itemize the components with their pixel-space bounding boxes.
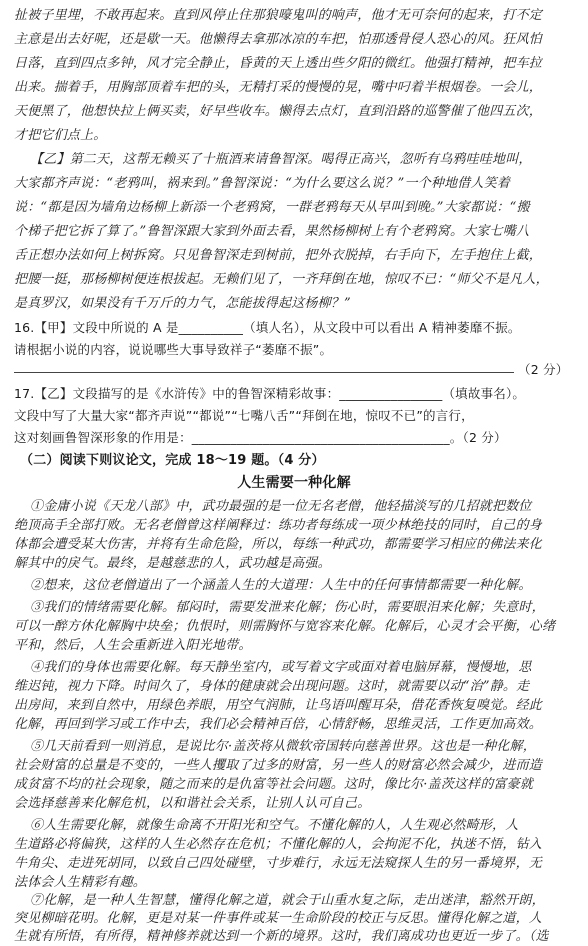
essay-line: 绝顶高手全部打败。无名老僧曾这样阐释过：练功者每练成一项少林绝技的同时，自己的身 — [14, 518, 543, 533]
passage-a-line: 扯被子里埋，不敢再起来。直到风停止住那狼嚎鬼叫的响声，他才无可奈何的起来，打不定 — [14, 8, 543, 23]
essay-line: 法体会人生精彩有趣。 — [14, 875, 147, 890]
essay-line: ②想来，这位老僧道出了一个涵盖人生的大道理：人生中的任何事情都需要一种化解。 — [30, 578, 532, 593]
essay-line: 会选择慈善来化解危机，以和谐社会关系，让别人认可自己。 — [14, 796, 371, 811]
answer-line — [14, 372, 514, 373]
passage-a-line: 日落，直到四点多钟，风才完全静止，昏黄的天上透出些夕阳的微红。他强打精神，把车拉 — [14, 56, 543, 71]
question-17-line: 文段中写了大量大家“都齐声说”“都说”“七嘴八舌”“拜倒在地，惊叹不已”的言行， — [14, 408, 474, 423]
essay-line: ④我们的身体也需要化解。每天静坐室内，或写着文字或面对着电脑屏幕，慢慢地，思 — [30, 660, 532, 675]
essay-line: 解其中的戾气。最终，是越慈悲的人，武功越是高强。 — [14, 556, 331, 571]
essay-line: 牛角尖、走进死胡同，以致自己四处碰壁，寸步难行，永远无法窥探人生的另一番境界，无 — [14, 856, 543, 871]
essay-line: 出房间，来到自然中，用绿色养眼，用空气润肺，让鸟语叫醒耳朵，借花香恢复嗅觉。经此 — [14, 698, 543, 713]
passage-b-line: 个梯子把它拆了算了。”鲁智深跟大家到外面去看，果然杨柳树上有个老鸦窝。大家七嘴八 — [14, 224, 530, 239]
essay-line: ⑤几天前看到一则消息，是说比尔·盖茨将从微软帝国转向慈善世界。这也是一种化解， — [30, 739, 536, 754]
passage-a-line: 出来。揣着手，用胸部顶着车把的头，无精打采的慢慢的晃，嘴中叼着半根烟卷。一会儿， — [14, 80, 543, 95]
passage-a-line: 才把它们点上。 — [14, 128, 107, 143]
essay-line: 可以一醉方休化解胸中块垒；仇恨时，则需胸怀与宽容来化解。化解后，心灵才会平衡，心绪 — [14, 619, 556, 634]
essay-line: 社会财富的总量是不变的，一些人攫取了过多的财富，另一些人的财富必然会减少，进而造 — [14, 758, 543, 773]
passage-a-line: 天便黑了，他想快拉上俩买卖，好早些收车。懒得去点灯，直到沿路的巡警催了他四五次， — [14, 104, 543, 119]
essay-line: 成贫富不均的社会现象，随之而来的是仇富等社会问题。这时，像比尔·盖茨这样的富豪就 — [14, 777, 534, 792]
essay-line: 化解，再回到学习或工作中去，我们必会精神百倍，心情舒畅，思维灵活，工作更加高效。 — [14, 717, 543, 732]
essay-line: 体都会遭受某大伤害，并将有生命危险，所以，每练一种武功，都需要学习相应的佛法来化 — [14, 537, 543, 552]
passage-b-line: 说：“都是因为墙角边杨柳上新添一个老鸦窝，一群老鸦每天从早叫到晚。”大家都说：“搬 — [14, 200, 530, 215]
essay-line: 突见柳暗花明。化解，更是对某一件事件或某一生命阶段的校正与反思。懂得化解之道，人 — [14, 911, 543, 926]
essay-line: ①金庸小说《天龙八部》中，武功最强的是一位无名老僧，他轻描淡写的几招就把数位 — [30, 499, 532, 514]
question-16-score: （2 分） — [518, 362, 569, 377]
passage-b-line: 是真罗汉，如果没有千万斤的力气，怎能拔得起这杨柳？” — [14, 296, 351, 311]
question-16-line: 16.【甲】文段中所说的 A 是__________（填人名），从文段中可以看出 A 精神萎靡不振。 — [14, 320, 521, 335]
passage-b-line: 大家都齐声说：“老鸦叫，祸来到。”鲁智深说：“为什么要这么说？”一个种地借人笑着 — [14, 176, 511, 191]
essay-line: 生就有所悟，有所得，精神修养就达到一个新的境界。这时，我们离成功也更近一步了。（选 — [14, 929, 549, 944]
essay-title: 人生需要一种化解 — [237, 475, 351, 491]
section-heading: （二）阅读下则议论文，完成 18～19 题。（4 分） — [20, 453, 325, 468]
essay-line: 维迟钝，视力下降。时间久了，身体的健康就会出现问题。这时，就需要以动“治”静。走 — [14, 679, 530, 694]
essay-line: ⑦化解，是一种人生智慧，懂得化解之道，就会于山重水复之际，走出迷津，豁然开朗， — [30, 893, 545, 908]
essay-line: 平和，然后，人生会重新进入阳光地带。 — [14, 638, 252, 653]
passage-b-line: 把腰一挺，那杨柳树便连根拔起。无赖们见了，一齐拜倒在地，惊叹不已：“师父不是凡人， — [14, 272, 549, 287]
passage-b-line: 舌正想办法如何上树拆窝。只见鲁智深走到树前，把外衣脱掉，右手向下，左手抱住上截， — [14, 248, 543, 263]
question-17-line: 这对刻画鲁智深形象的作用是：________________________________________。（2 分） — [14, 430, 507, 445]
question-17-line: 17.【乙】文段描写的是《水浒传》中的鲁智深精彩故事：________________（填故事名）。 — [14, 386, 526, 401]
question-16-line: 请根据小说的内容，说说哪些大事导致祥子“萎靡不振”。 — [14, 342, 333, 357]
essay-line: ③我们的情绪需要化解。郁闷时，需要发泄来化解；伤心时，需要眼泪来化解；失意时， — [30, 600, 545, 615]
passage-b-line: 【乙】第二天，这帮无赖买了十瓶酒来请鲁智深。喝得正高兴，忽听有乌鸦哇哇地叫， — [30, 152, 532, 167]
essay-line: 生道路必将偏狭，这样的人生必然存在危机；不懂化解的人，会拘泥不化，执迷不悟，钻入 — [14, 837, 543, 852]
passage-a-line: 主意是出去好呢，还是歇一天。他懒得去拿那冰凉的车把，怕那透骨侵人恐心的风。狂风怕 — [14, 32, 543, 47]
essay-line: ⑥人生需要化解，就像生命离不开阳光和空气。不懂化解的人，人生观必然畸形，人 — [30, 818, 519, 833]
